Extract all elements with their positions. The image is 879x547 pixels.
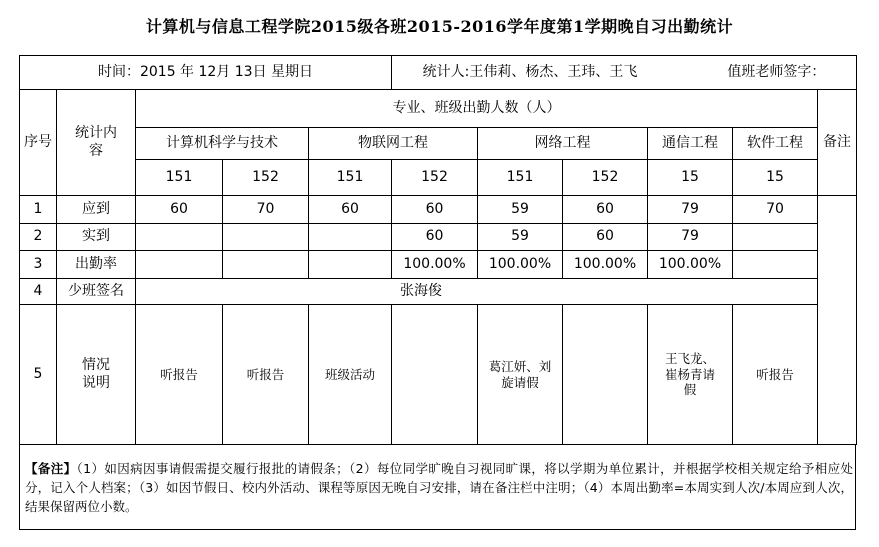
class-header: 151 [478, 160, 563, 196]
class-header: 152 [223, 160, 309, 196]
situation-cell: 听报告 [136, 305, 223, 445]
data-cell: 60 [563, 224, 648, 251]
situation-cell: 听报告 [733, 305, 818, 445]
data-cell [136, 224, 223, 251]
remark-header: 备注 [818, 90, 857, 196]
data-cell: 70 [733, 196, 818, 224]
row-label: 少班签名 [57, 279, 136, 305]
data-cell: 100.00% [563, 251, 648, 279]
data-cell: 100.00% [648, 251, 733, 279]
data-cell [309, 251, 392, 279]
situation-cell: 班级活动 [309, 305, 392, 445]
major-header: 计算机科学与技术 [136, 128, 309, 160]
data-cell [136, 251, 223, 279]
data-cell [733, 251, 818, 279]
stat-person: 统计人:王伟莉、杨杰、王玮、王飞 [422, 63, 638, 80]
data-cell: 79 [648, 224, 733, 251]
data-cell [309, 224, 392, 251]
major-header: 物联网工程 [309, 128, 478, 160]
page-title: 计算机与信息工程学院2015级各班2015-2016学年度第1学期晚自习出勤统计 [145, 17, 734, 36]
class-header: 152 [392, 160, 478, 196]
row-label [57, 305, 136, 445]
class-header: 151 [136, 160, 223, 196]
data-cell: 59 [478, 224, 563, 251]
data-cell [733, 224, 818, 251]
attendance-table [19, 55, 857, 445]
class-header: 151 [309, 160, 392, 196]
situation-cell: 听报告 [223, 305, 309, 445]
major-header: 软件工程 [733, 128, 818, 160]
data-cell: 100.00% [478, 251, 563, 279]
data-cell: 60 [136, 196, 223, 224]
row-label-text: 情况说明 [82, 357, 110, 391]
situation-cell [563, 305, 648, 445]
notes-label: 【备注】 [25, 461, 77, 476]
signature-cell [392, 56, 857, 90]
row-number: 1 [20, 196, 57, 224]
situation-text: 王飞龙、崔杨青请假 [664, 351, 715, 398]
data-cell: 59 [478, 196, 563, 224]
row-label: 实到 [57, 224, 136, 251]
remark-cell [818, 196, 857, 445]
content-header-text: 统计内容 [75, 125, 117, 159]
data-cell [223, 224, 309, 251]
data-cell: 60 [392, 224, 478, 251]
major-header: 通信工程 [648, 128, 733, 160]
data-cell: 60 [309, 196, 392, 224]
data-cell: 79 [648, 196, 733, 224]
data-cell [223, 251, 309, 279]
class-header: 15 [648, 160, 733, 196]
content-header [57, 90, 136, 196]
leader-signature: 张海俊 [136, 279, 818, 305]
row-number: 5 [20, 305, 57, 445]
date-cell: 时间：2015 年 12月 13日 星期日 [20, 56, 392, 90]
teacher-sign-label: 值班老师签字： [727, 63, 826, 80]
situation-cell [648, 305, 733, 445]
row-label: 应到 [57, 196, 136, 224]
notes [25, 459, 853, 516]
data-cell: 60 [563, 196, 648, 224]
group-header: 专业、班级出勤人数（人） [136, 90, 818, 128]
situation-text: 葛江妍、刘旋请假 [488, 358, 552, 390]
data-cell: 100.00% [392, 251, 478, 279]
class-header: 152 [563, 160, 648, 196]
class-header: 15 [733, 160, 818, 196]
row-number: 2 [20, 224, 57, 251]
notes-text: （1）如因病因事请假需提交履行报批的请假条；（2）每位同学旷晚自习视同旷课，将以学期为单位累计，并根据学校相关规定给予相应处分，记入个人档案；（3）如因节假日、校内外活动、课程等原因无晚自习安排，请在备注栏中注明；（4）本周出勤率=本周实到人次/本周应到人次，结果保留两位小数。 [25, 461, 853, 514]
data-cell: 60 [392, 196, 478, 224]
data-cell: 70 [223, 196, 309, 224]
situation-cell [392, 305, 478, 445]
seq-header: 序号 [20, 90, 57, 196]
situation-cell [478, 305, 563, 445]
row-number: 4 [20, 279, 57, 305]
row-number: 3 [20, 251, 57, 279]
major-header: 网络工程 [478, 128, 648, 160]
row-label: 出勤率 [57, 251, 136, 279]
